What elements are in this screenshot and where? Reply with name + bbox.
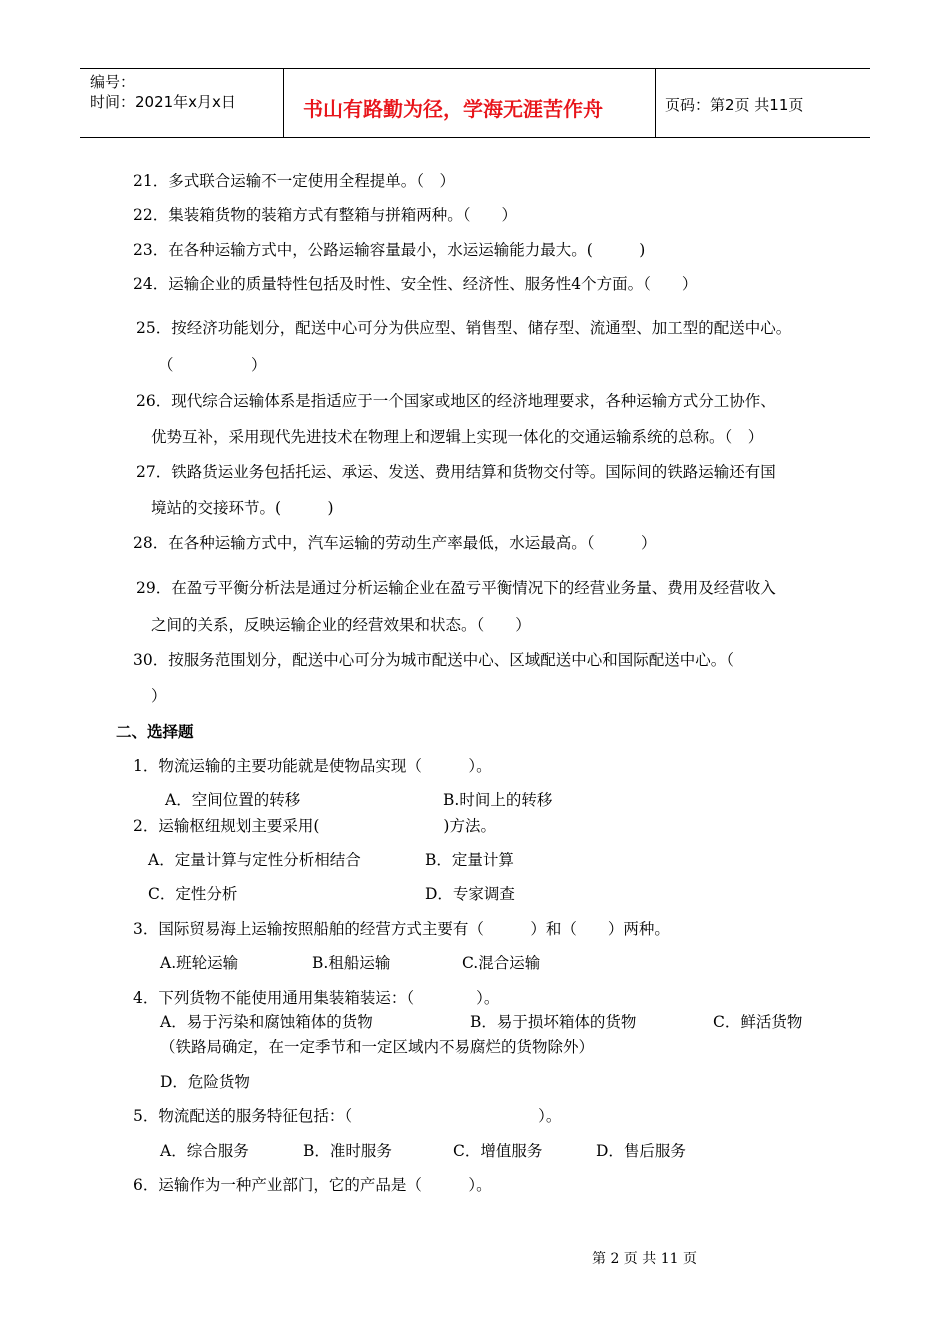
choice-q4-d: D．危险货物 — [160, 1073, 250, 1091]
choice-q4-c: C．鲜活货物 — [713, 1013, 803, 1031]
question-30-cont: ） — [151, 687, 167, 705]
choice-q1: 1．物流运输的主要功能就是使物品实现（ ）。 — [133, 757, 492, 775]
header-right-cell — [655, 69, 870, 137]
question-24: 24．运输企业的质量特性包括及时性、安全性、经济性、服务性4个方面。（ ） — [133, 275, 698, 293]
choice-q5-c: C．增值服务 — [453, 1142, 543, 1160]
question-26: 26．现代综合运输体系是指适应于一个国家或地区的经济地理要求，各种运输方式分工协作、 — [136, 392, 776, 410]
choice-q4: 4．下列货物不能使用通用集装箱装运：（ ）。 — [133, 989, 500, 1007]
choice-q5-d: D．售后服务 — [596, 1142, 686, 1160]
page-footer: 第 2 页 共 11 页 — [592, 1251, 697, 1267]
choice-q2-c: C．定性分析 — [148, 885, 238, 903]
question-29-cont: 之间的关系，反映运输企业的经营效果和状态。（ ） — [151, 616, 531, 634]
choice-q3-a: A.班轮运输 — [160, 954, 239, 972]
motto: 书山有路勤为径，学海无涯苦作舟 — [303, 97, 603, 121]
choice-q1-b: B.时间上的转移 — [443, 791, 553, 809]
question-25: 25．按经济功能划分，配送中心可分为供应型、销售型、储存型、流通型、加工型的配送中心。 — [136, 319, 792, 337]
question-22: 22．集装箱货物的装箱方式有整箱与拼箱两种。（ ） — [133, 206, 517, 224]
number-label: 编号： — [90, 73, 136, 91]
question-21: 21．多式联合运输不一定使用全程提单。（ ） — [133, 172, 455, 190]
question-27-cont: 境站的交接环节。( ) — [151, 499, 334, 517]
choice-q2-b: B．定量计算 — [425, 851, 514, 869]
time-label: 时间：2021年x月x日 — [90, 93, 236, 111]
section-title: 二、选择题 — [116, 723, 194, 741]
question-25-cont: （ ） — [158, 356, 267, 374]
page-header — [80, 68, 870, 138]
choice-q4-a: A．易于污染和腐蚀箱体的货物 — [160, 1013, 373, 1031]
question-30: 30．按服务范围划分，配送中心可分为城市配送中心、区域配送中心和国际配送中心。（ — [133, 651, 734, 669]
choice-q1-a: A．空间位置的转移 — [165, 791, 301, 809]
header-left-cell — [80, 69, 284, 137]
choice-q6: 6．运输作为一种产业部门，它的产品是（ ）。 — [133, 1176, 492, 1194]
choice-q4-b: B．易于损坏箱体的货物 — [470, 1013, 637, 1031]
choice-q3-b: B.租船运输 — [312, 954, 391, 972]
question-28: 28．在各种运输方式中，汽车运输的劳动生产率最低，水运最高。（ ） — [133, 534, 657, 552]
question-29: 29．在盈亏平衡分析法是通过分析运输企业在盈亏平衡情况下的经营业务量、费用及经营收入 — [136, 579, 776, 597]
choice-q3: 3．国际贸易海上运输按照船舶的经营方式主要有（ ）和（ ）两种。 — [133, 920, 670, 938]
choice-q5-a: A．综合服务 — [160, 1142, 249, 1160]
question-26-cont: 优势互补，采用现代先进技术在物理上和逻辑上实现一体化的交通运输系统的总称。（ ） — [151, 428, 764, 446]
choice-q2-d: D．专家调查 — [425, 885, 515, 903]
choice-q5: 5．物流配送的服务特征包括：（ ）。 — [133, 1107, 562, 1125]
page-label: 页码：第2页 共11页 — [665, 96, 804, 114]
question-23: 23．在各种运输方式中，公路运输容量最小，水运运输能力最大。( ) — [133, 241, 646, 259]
header-motto-cell — [283, 69, 656, 137]
choice-q2: 2．运输枢纽规划主要采用( )方法。 — [133, 817, 496, 835]
choice-q2-a: A．定量计算与定性分析相结合 — [148, 851, 361, 869]
choice-q3-c: C.混合运输 — [462, 954, 541, 972]
question-27: 27．铁路货运业务包括托运、承运、发送、费用结算和货物交付等。国际间的铁路运输还有国 — [136, 463, 776, 481]
choice-q5-b: B．准时服务 — [303, 1142, 392, 1160]
choice-q4-note: （铁路局确定，在一定季节和一定区域内不易腐烂的货物除外） — [160, 1038, 595, 1056]
